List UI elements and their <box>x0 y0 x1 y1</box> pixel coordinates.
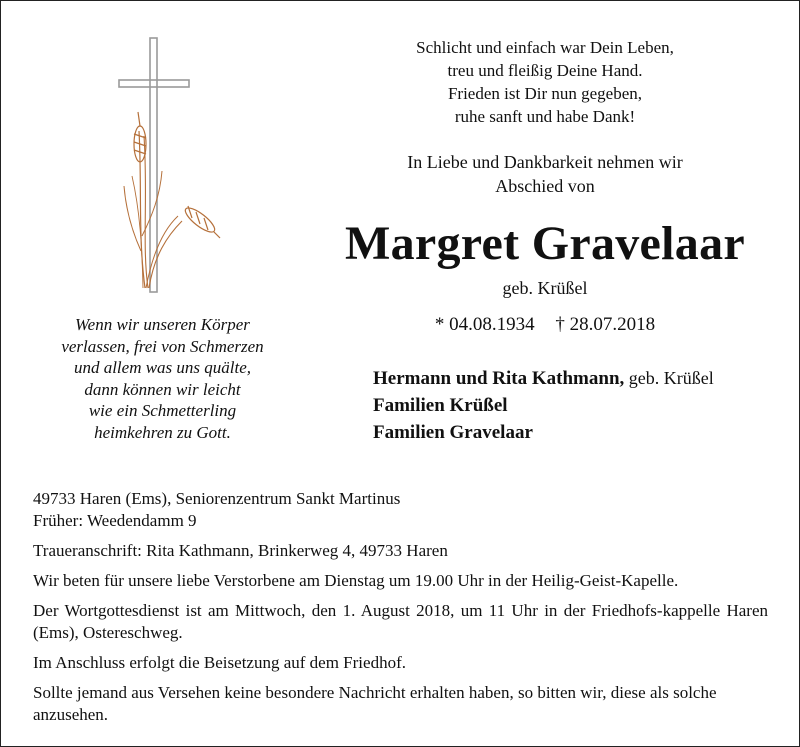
mourner-line: Familien Krüßel <box>373 395 508 416</box>
quote-line: verlassen, frei von Schmerzen <box>61 336 264 356</box>
mourner-line <box>373 365 783 392</box>
quote-line: wie ein Schmetterling <box>88 401 237 420</box>
quote-line: Wenn wir unseren Körper <box>75 315 250 334</box>
intro-line: In Liebe und Dankbarkeit nehmen wir <box>407 152 683 172</box>
mourner-line: Familien Gravelaar <box>373 422 533 443</box>
poem-line: treu und fleißig Deine Hand. <box>447 61 643 80</box>
life-dates <box>350 313 740 337</box>
mourners-list <box>373 365 783 446</box>
poem-line: Frieden ist Dir nun gegeben, <box>447 84 643 103</box>
closing-note: Sollte jemand aus Versehen keine besondere Nachricht erhalten haben, so bitten wir, diese als solche anzusehen. <box>33 683 717 724</box>
birth-date: * 04.08.1934 <box>434 314 535 335</box>
service-info: Der Wortgottesdienst ist am Mittwoch, den 1. August 2018, um 11 Uhr in der Friedhofs-kappelle Haren (Ems), Ostereschweg. <box>33 601 768 642</box>
deceased-name: Margret Gravelaar <box>344 217 746 270</box>
quote-line: und allem was uns quälte, <box>73 358 252 377</box>
birth-name: geb. Krüßel <box>502 278 588 298</box>
prayer-info: Wir beten für unsere liebe Verstorbene am Dienstag um 19.00 Uhr in der Heilig-Geist-Kapelle. <box>33 571 679 590</box>
mourning-address: Traueranschrift: Rita Kathmann, Brinkerweg 4, 49733 Haren <box>33 541 448 560</box>
notice-details <box>33 488 768 726</box>
poem-line: ruhe sanft und habe Dank! <box>454 107 636 126</box>
death-date: † 28.07.2018 <box>555 314 656 335</box>
residence-address: 49733 Haren (Ems), Seniorenzentrum Sankt Martinus <box>33 489 401 508</box>
farewell-intro <box>350 150 740 198</box>
quote-line: dann können wir leicht <box>84 379 241 399</box>
poem-line: Schlicht und einfach war Dein Leben, <box>416 38 674 57</box>
memorial-poem <box>350 36 740 128</box>
mourner-names: Hermann und Rita Kathmann, <box>373 368 625 389</box>
former-address: Früher: Weedendamm 9 <box>33 511 197 530</box>
cross-with-wheat-icon <box>112 36 222 296</box>
memorial-quote <box>40 314 285 443</box>
burial-info: Im Anschluss erfolgt die Beisetzung auf dem Friedhof. <box>33 653 406 672</box>
mourner-birth-name: geb. Krüßel <box>624 368 714 388</box>
quote-line: heimkehren zu Gott. <box>94 422 231 442</box>
intro-line: Abschied von <box>495 176 595 196</box>
